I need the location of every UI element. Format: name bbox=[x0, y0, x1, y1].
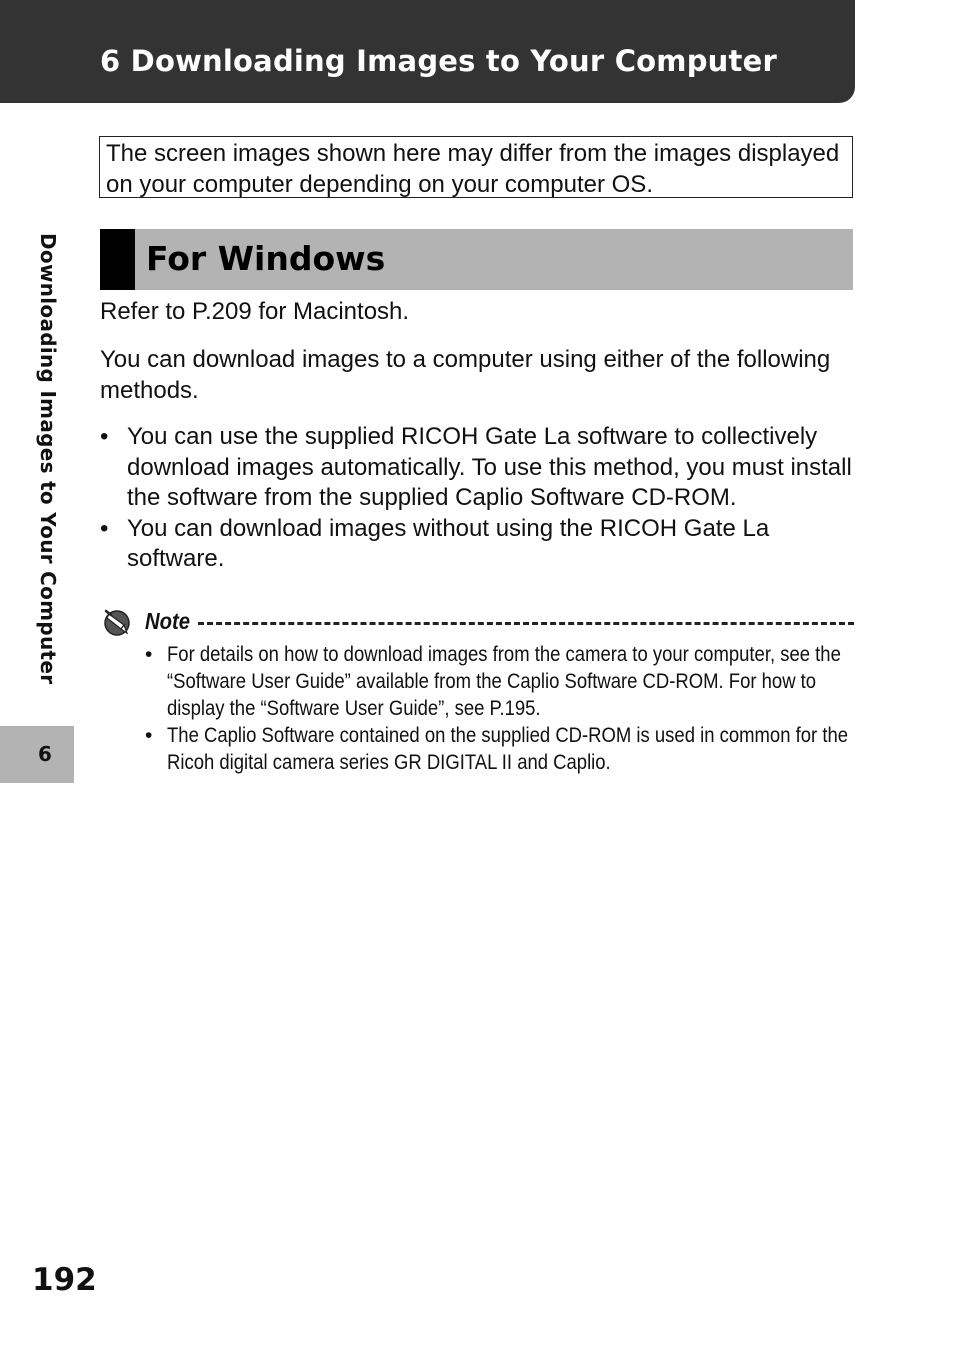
section-marker bbox=[100, 229, 135, 290]
method-list bbox=[100, 422, 854, 575]
refer-paragraph: Refer to P.209 for Macintosh. bbox=[100, 298, 410, 325]
note-header bbox=[100, 605, 854, 637]
side-tab-label: Downloading Images to Your Computer bbox=[36, 233, 60, 685]
list-item: • You can use the supplied RICOH Gate La software to collectively download images automatically. To use this method, you must install the software from the supplied Caplio Software CD-ROM. bbox=[100, 423, 852, 511]
section-title: For Windows bbox=[146, 239, 386, 278]
list-item: • For details on how to download images from the camera to your computer, see the “Software User Guide” available from the Caplio Software CD-ROM. For how to display the “Software User Guide”, see P.195. bbox=[145, 643, 841, 720]
note-label: Note bbox=[145, 608, 190, 634]
note-pen-icon bbox=[102, 607, 132, 637]
list-item: • You can download images without using the RICOH Gate La software. bbox=[100, 514, 770, 572]
notice-box: The screen images shown here may differ from the images displayed on your computer depending on your computer OS. bbox=[99, 136, 853, 198]
list-item: • The Caplio Software contained on the supplied CD-ROM is used in common for the Ricoh digital camera series GR DIGITAL II and Caplio. bbox=[145, 724, 849, 774]
page-number: 192 bbox=[32, 1262, 97, 1298]
chapter-title: 6 Downloading Images to Your Computer bbox=[100, 44, 777, 78]
chapter-header bbox=[0, 0, 855, 103]
section-heading bbox=[100, 229, 853, 290]
intro-paragraph: You can download images to a computer using either of the following methods. bbox=[100, 346, 831, 404]
note-divider bbox=[198, 622, 854, 625]
side-tab-chapter-number: 6 bbox=[0, 726, 74, 783]
note-list bbox=[145, 641, 865, 776]
